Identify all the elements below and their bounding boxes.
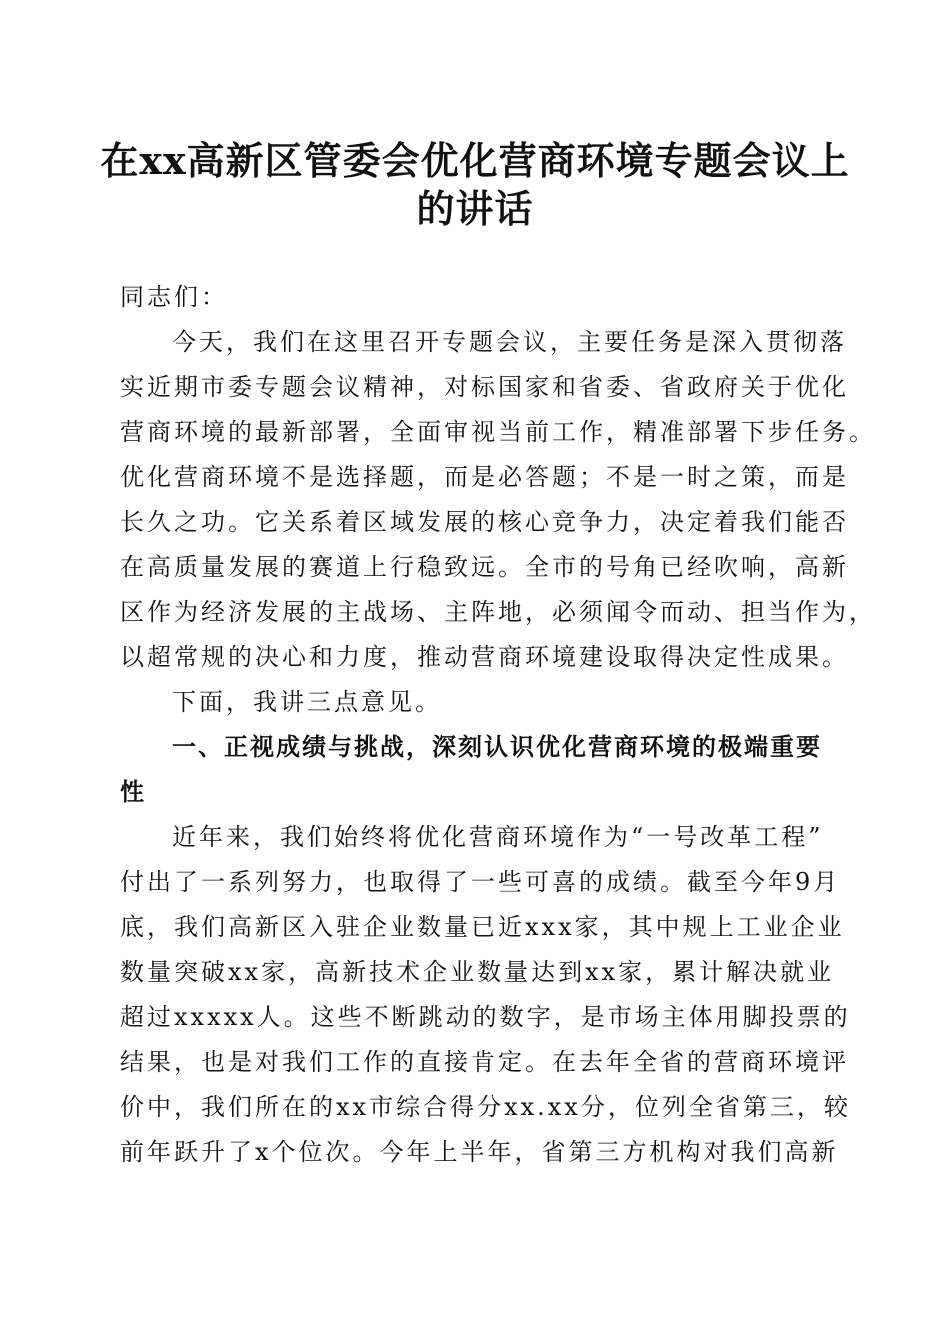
paragraph-line: 以超常规的决心和力度，推动营商环境建设取得决定性成果。: [120, 643, 849, 671]
section-1-heading: [120, 725, 830, 815]
paragraph-line: 长久之功。它关系着区域发展的核心竞争力，决定着我们能否: [120, 508, 849, 536]
salutation: [120, 275, 830, 320]
paragraph-line: 近年来，我们始终将优化营商环境作为“一号改革工程”: [172, 823, 824, 851]
paragraph-line: 结果，也是对我们工作的直接肯定。在去年全省的营商环境评: [120, 1048, 849, 1076]
salutation-text: 同志们：: [120, 283, 228, 311]
paragraph-line: 下面，我讲三点意见。: [172, 688, 442, 716]
paragraph-line: 实近期市委专题会议精神，对标国家和省委、省政府关于优化: [120, 373, 849, 401]
paragraph-line: 在高质量发展的赛道上行稳致远。全市的号角已经吹响，高新: [120, 553, 849, 581]
section-1-paragraph: [120, 815, 851, 1175]
transition-paragraph: [120, 680, 830, 725]
paragraph-line: 区作为经济发展的主战场、主阵地，必须闻令而动、担当作为，: [120, 598, 876, 626]
paragraph-line: 超过xxxxx人。这些不断跳动的数字，是市场主体用脚投票的: [120, 1003, 851, 1031]
heading-line: 一、正视成绩与挑战，深刻认识优化营商环境的极端重要: [172, 733, 822, 761]
document-title-line-2: 的讲话: [416, 186, 534, 231]
paragraph-line: 付出了一系列努力，也取得了一些可喜的成绩。截至今年9月: [120, 868, 841, 896]
paragraph-line: 价中，我们所在的xx市综合得分xx.xx分，位列全省第三，较: [120, 1093, 851, 1121]
intro-paragraph: [120, 320, 876, 680]
document-title-line-1: 在xx高新区管委会优化营商环境专题会议上: [100, 138, 850, 183]
paragraph-line: 底，我们高新区入驻企业数量已近xxx家，其中规上工业企业: [120, 913, 845, 941]
paragraph-line: 优化营商环境不是选择题，而是必答题；不是一时之策，而是: [120, 463, 849, 491]
paragraph-line: 数量突破xx家，高新技术企业数量达到xx家，累计解决就业: [120, 958, 835, 986]
paragraph-line: 营商环境的最新部署，全面审视当前工作，精准部署下步任务。: [120, 418, 876, 446]
paragraph-line: 今天，我们在这里召开专题会议，主要任务是深入贯彻落: [172, 328, 847, 356]
heading-line: 性: [120, 778, 146, 806]
paragraph-line: 前年跃升了x个位次。今年上半年，省第三方机构对我们高新: [120, 1138, 839, 1166]
